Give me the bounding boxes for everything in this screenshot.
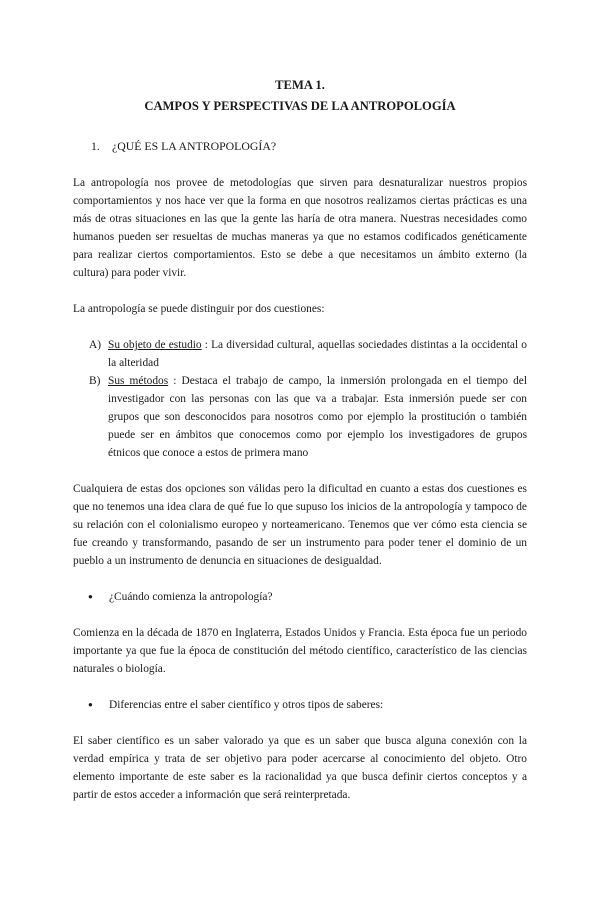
paragraph-intro: La antropología nos provee de metodologías que sirven para desnaturalizar nuestros propios comportamientos y nos hace ver que la forma en que nosotros realizamos ciertas prácticas es una más de otras situaciones en las que la gente las haría de otra manera. Nuestras necesidades como humanos pueden ser resueltas de muchas maneras ya que no estamos codificados genéticamente para realizar ciertos comportamientos. Esto se debe a que necesitamos un ámbito externo (la cultura) para poder vivir.: [73, 177, 527, 279]
section-number: 1.: [91, 139, 100, 153]
bullet-differences-text: Diferencias entre el saber científico y otros tipos de saberes:: [109, 699, 384, 711]
list-item-text: [108, 372, 527, 462]
document-title: CAMPOS Y PERSPECTIVAS DE LA ANTROPOLOGÍA: [144, 99, 456, 113]
section-heading: [73, 137, 527, 155]
paragraph-origin: Comienza en la década de 1870 en Inglaterra, Estados Unidos y Francia. Esta época fue un periodo importante ya que fue la época de constitución del método científico, característico de las ciencias naturales o biología.: [73, 627, 527, 675]
list-item-term: Su objeto de estudio: [108, 339, 202, 351]
bullet-when: [73, 588, 527, 606]
document-title-number: TEMA 1.: [275, 78, 325, 92]
bullet-differences: [73, 696, 527, 714]
paragraph-options: Cualquiera de estas dos opciones son válidas pero la dificultad en cuanto a estas dos cuestiones es que no tenemos una idea clara de qué fue lo que supuso los inicios de la antropología y tampoco de su relación con el colonialismo europeo y norteamericano. Tenemos que ver cómo esta ciencia se fue creando y transformando, pasando de ser un instrumento para poder tener el dominio de un pueblo a un instrumento de denuncia en situaciones de desigualdad.: [73, 483, 527, 567]
list-item-description: : La diversidad cultural, aquellas sociedades distintas a la occidental o la alteridad: [108, 339, 527, 369]
section-heading-text: ¿QUÉ ES LA ANTROPOLOGÍA?: [111, 139, 277, 153]
paragraph-distinguish: La antropología se puede distinguir por dos cuestiones:: [73, 303, 325, 315]
bullet-dot-icon: ●: [88, 700, 93, 709]
list-item-text: [108, 336, 527, 372]
list-item-term: Sus métodos: [108, 375, 169, 387]
list-item-description: : Destaca el trabajo de campo, la inmersión prolongada en el tiempo del investigador con las personas con las que va a trabajar. Esta inmersión puede ser con grupos que son desconocidos para nosotros como por ejemplo la prostitución o también puede ser en ámbitos que conocemos como por ejemplo los investigadores de grupos étnicos que conoce a estos de primera mano: [108, 375, 527, 459]
document-page: [0, 75, 600, 923]
list-item: [73, 372, 527, 462]
list-item-label: A): [89, 339, 102, 351]
list-item-label: B): [89, 375, 101, 387]
list-item: [73, 336, 527, 372]
lettered-list: [73, 336, 527, 462]
paragraph-knowledge: El saber científico es un saber valorado ya que es un saber que busca alguna conexión con la verdad empírica y trata de ser objetivo para poder acercarse al conocimiento del objeto. Otro elemento importante de este saber es la racionalidad ya que busca definir ciertos conceptos y a partir de estos acceder a información que será reinterpretada.: [73, 735, 527, 801]
bullet-dot-icon: ●: [88, 592, 93, 601]
bullet-when-text: ¿Cuándo comienza la antropología?: [109, 591, 273, 603]
